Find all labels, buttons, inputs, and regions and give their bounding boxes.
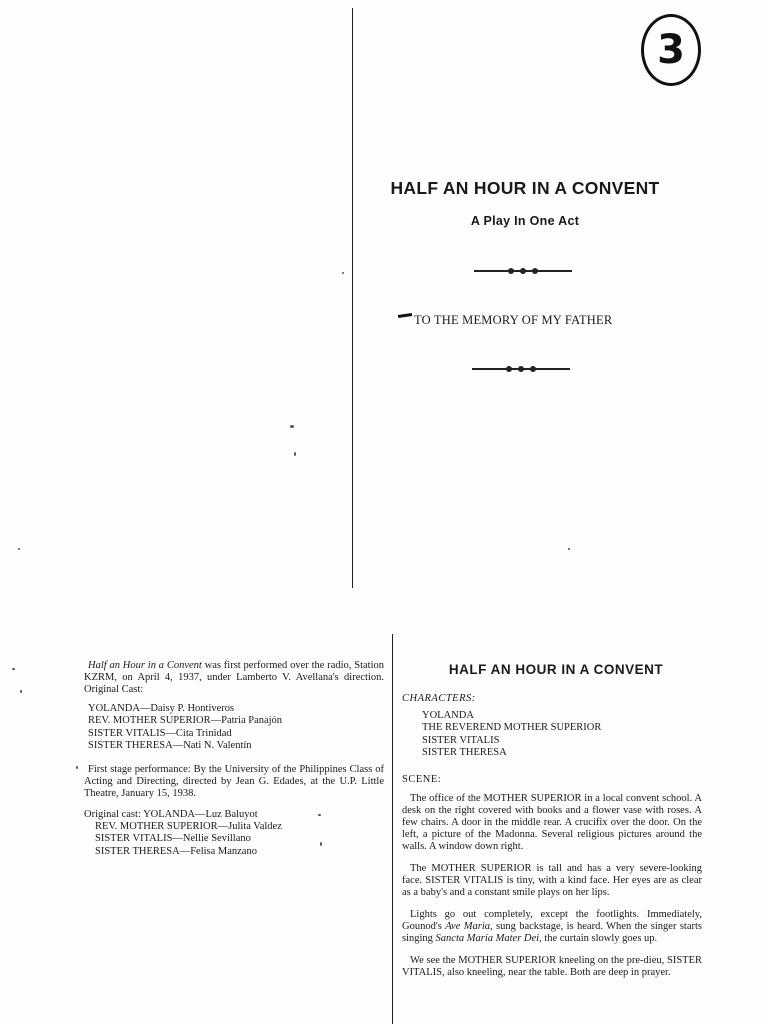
sancta-maria-title: Sancta Maria Mater Dei xyxy=(435,932,540,944)
cast-entry: REV. MOTHER SUPERIOR—Patria Panajón xyxy=(88,715,283,727)
play-title-italic: Half an Hour in a Convent xyxy=(88,660,202,671)
play-page-body xyxy=(402,693,702,979)
play-page-title: HALF AN HOUR IN A CONVENT xyxy=(448,662,664,677)
scene-paragraph: The office of the MOTHER SUPERIOR in a local convent school. A desk on the right covered with books and a flower vase with roses. A few chairs. A door in the middle rear. A crucifix over the door. On the left, a picture of the Madonna. Several religious pictures around the walls. A window down right. xyxy=(402,792,702,852)
ave-maria-title: Ave Maria xyxy=(445,920,490,932)
scene-label: SCENE: xyxy=(402,773,442,785)
cast-entry: REV. MOTHER SUPERIOR—Julita Valdez xyxy=(95,821,282,833)
play-subtitle: A Play In One Act xyxy=(470,214,580,228)
scan-speck xyxy=(76,766,78,769)
first-performance-paragraph xyxy=(84,660,384,696)
stage-performance-paragraph: First stage performance: By the University of the Philippines Class of Acting and Directing, directed by Jean G. Edades, at the U.P. Little Theatre, January 15, 1938. xyxy=(84,763,384,799)
page-number-mark: 3 xyxy=(657,27,685,73)
character-name: SISTER THERESA xyxy=(422,747,507,759)
description-paragraph: The MOTHER SUPERIOR is tall and has a very severe-looking face. SISTER VITALIS is tiny, with a kind face. Her eyes are as clear as a baby's and a constant smile plays on her lips. xyxy=(402,862,702,898)
cast-entry: SISTER VITALIS—Cita Trinidad xyxy=(88,727,232,739)
lights-paragraph: Lights go out completely, except the footlights. Immediately, Gounod's Ave Maria, sung backstage, is heard. When the singer starts singing Sancta Maria Mater Dei, the curtain slowly goes up. xyxy=(402,908,703,944)
scan-speck xyxy=(20,690,22,693)
page-gutter-line xyxy=(352,8,353,588)
character-name: YOLANDA xyxy=(422,710,474,721)
dedication-dash xyxy=(398,313,412,318)
original-cast-label: Original cast: YOLANDA—Luz Baluyot xyxy=(84,808,258,820)
page-gutter-line xyxy=(392,634,393,1024)
scan-speck xyxy=(294,452,296,456)
first-performance-text: was first performed over the radio, Station KZRM, on April 4, 1937, under Lamberto V. Avellana's direction. Original Cast: xyxy=(84,660,384,695)
dedication: TO THE MEMORY OF MY FATHER xyxy=(414,313,613,327)
character-name: SISTER VITALIS xyxy=(422,734,500,746)
scan-speck xyxy=(320,842,322,846)
scan-speck xyxy=(568,548,570,550)
cast-entry: SISTER VITALIS—Nellie Sevillano xyxy=(95,833,251,845)
characters-list xyxy=(402,710,702,760)
ornament-divider xyxy=(472,362,570,376)
characters-label: CHARACTERS: xyxy=(402,693,476,704)
play-title: HALF AN HOUR IN A CONVENT xyxy=(390,178,660,198)
cast-entry: SISTER THERESA—Felisa Manzano xyxy=(95,845,257,857)
scan-speck xyxy=(342,272,344,274)
character-name: THE REVEREND MOTHER SUPERIOR xyxy=(422,722,602,734)
performance-notes xyxy=(84,660,384,858)
scan-speck xyxy=(12,668,15,670)
ornament-divider xyxy=(474,264,572,278)
opening-paragraph: We see the MOTHER SUPERIOR kneeling on the pre-dieu, SISTER VITALIS, also kneeling, near the table. Both are deep in prayer. xyxy=(402,954,702,978)
scan-speck xyxy=(18,548,20,550)
cast-entry: SISTER THERESA—Nati N. Valentín xyxy=(88,740,252,752)
scan-speck xyxy=(290,425,294,428)
cast-entry: YOLANDA—Daisy P. Hontiveros xyxy=(88,703,235,714)
stage-cast-list xyxy=(84,809,384,859)
radio-cast-list xyxy=(84,703,384,753)
scan-speck xyxy=(318,814,321,816)
